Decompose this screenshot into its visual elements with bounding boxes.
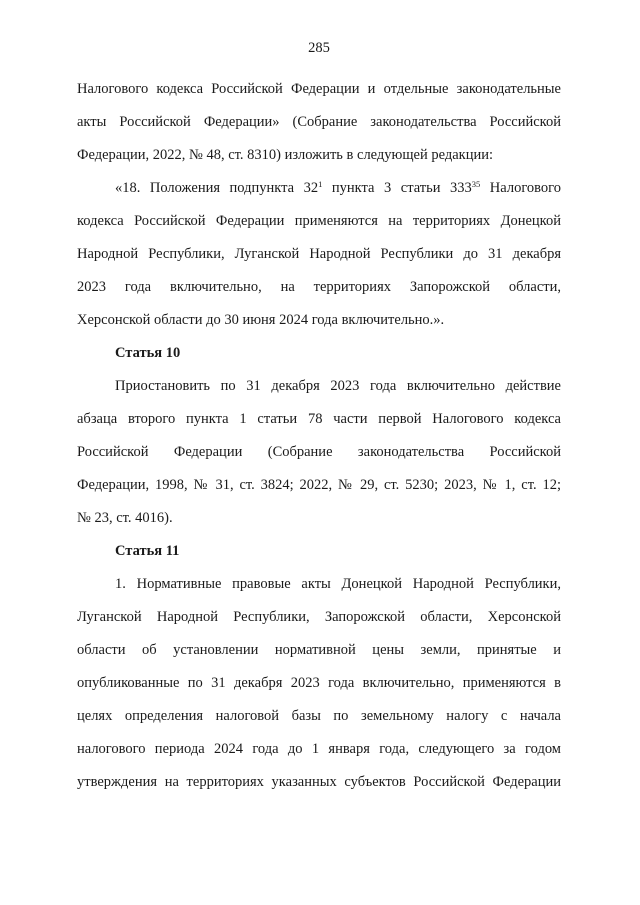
text-line: области об установлении нормативной цены земли, принятые и	[77, 642, 561, 658]
text-line: утверждения на территориях указанных субъектов Российской Федерации	[77, 774, 561, 790]
document-page	[77, 38, 561, 799]
text-line: Российской Федерации (Собрание законодательства Российской	[77, 444, 561, 460]
text-fragment: «18. Положения подпункта 32	[115, 180, 319, 196]
text-line: Федерации, 1998, № 31, ст. 3824; 2022, № 29, ст. 5230; 2023, № 1, ст. 12;	[77, 477, 561, 493]
text-line: акты Российской Федерации» (Собрание законодательства Российской	[77, 114, 561, 130]
article-11-paragraph	[77, 568, 561, 799]
text-line: целях определения налоговой базы по земельному налогу с начала	[77, 708, 561, 724]
text-fragment: пункта 3 статьи 333	[322, 180, 472, 196]
text-line	[77, 172, 561, 205]
text-line: абзаца второго пункта 1 статьи 78 части первой Налогового кодекса	[77, 411, 561, 427]
text-line: № 23, ст. 4016).	[77, 510, 173, 526]
text-line: налогового периода 2024 года до 1 января года, следующего за годом	[77, 741, 561, 757]
text-line: опубликованные по 31 декабря 2023 года включительно, применяются в	[77, 675, 561, 691]
text-line: Луганской Народной Республики, Запорожской области, Херсонской	[77, 609, 561, 625]
intro-paragraph	[77, 73, 561, 172]
text-line: 1. Нормативные правовые акты Донецкой Народной Республики,	[115, 576, 561, 592]
text-line: Херсонской области до 30 июня 2024 года включительно.».	[77, 312, 445, 328]
quoted-amendment-paragraph	[77, 172, 561, 337]
text-line: Народной Республики, Луганской Народной Республики до 31 декабря	[77, 246, 561, 262]
article-10-paragraph	[77, 370, 561, 535]
article-11-heading: Статья 11	[115, 543, 180, 559]
text-line: Приостановить по 31 декабря 2023 года включительно действие	[115, 378, 561, 394]
article-10-heading: Статья 10	[115, 345, 181, 361]
page-number: 285	[308, 40, 330, 56]
text-line: кодекса Российской Федерации применяются на территориях Донецкой	[77, 213, 561, 229]
text-fragment: Налогового	[480, 180, 561, 196]
text-line: 2023 года включительно, на территориях Запорожской области,	[77, 279, 561, 295]
superscript: 35	[471, 179, 481, 189]
superscript: 1	[318, 179, 323, 189]
text-line: Налогового кодекса Российской Федерации и отдельные законодательные	[77, 81, 561, 97]
text-line: Федерации, 2022, № 48, ст. 8310) изложить в следующей редакции:	[77, 147, 494, 163]
